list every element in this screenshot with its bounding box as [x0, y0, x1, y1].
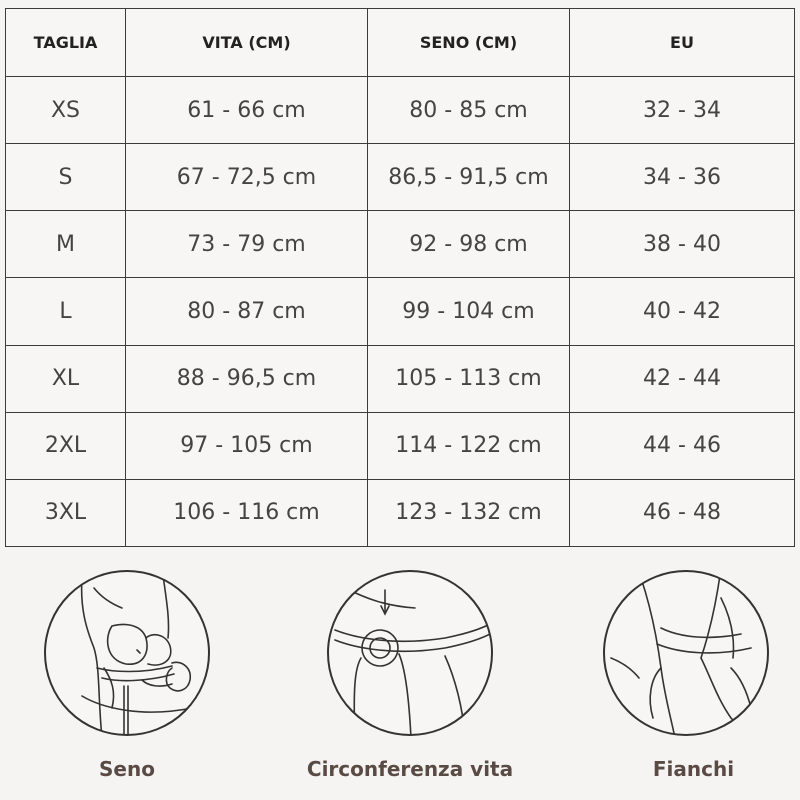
cell-size: 3XL: [6, 479, 126, 546]
waist-measure-illustration: [325, 568, 495, 738]
table-header-row: [6, 9, 795, 77]
cell-eu: 46 - 48: [570, 479, 795, 546]
size-chart-table: [5, 8, 795, 547]
table-row: [6, 211, 795, 278]
waist-measure-icon: [325, 568, 495, 738]
caption-circonferenza-vita: Circonferenza vita: [306, 757, 514, 781]
bust-measure-illustration: [42, 568, 212, 738]
cell-waist: 67 - 72,5 cm: [126, 144, 368, 211]
cell-eu: 34 - 36: [570, 144, 795, 211]
caption-seno: Seno: [99, 757, 155, 781]
cell-bust: 114 - 122 cm: [368, 412, 570, 479]
header-taglia: TAGLIA: [6, 9, 126, 77]
cell-waist: 80 - 87 cm: [126, 278, 368, 345]
cell-bust: 123 - 132 cm: [368, 479, 570, 546]
hip-measure-illustration: [601, 568, 771, 738]
cell-size: S: [6, 144, 126, 211]
table-row: [6, 479, 795, 546]
cell-waist: 88 - 96,5 cm: [126, 345, 368, 412]
cell-bust: 86,5 - 91,5 cm: [368, 144, 570, 211]
bust-measure-icon: [42, 568, 212, 738]
table-row: [6, 278, 795, 345]
cell-waist: 61 - 66 cm: [126, 77, 368, 144]
cell-size: XS: [6, 77, 126, 144]
cell-size: 2XL: [6, 412, 126, 479]
cell-size: L: [6, 278, 126, 345]
cell-bust: 92 - 98 cm: [368, 211, 570, 278]
cell-size: M: [6, 211, 126, 278]
header-eu: EU: [570, 9, 795, 77]
cell-eu: 44 - 46: [570, 412, 795, 479]
table-row: [6, 345, 795, 412]
table-row: [6, 144, 795, 211]
cell-eu: 38 - 40: [570, 211, 795, 278]
cell-waist: 73 - 79 cm: [126, 211, 368, 278]
cell-waist: 106 - 116 cm: [126, 479, 368, 546]
caption-fianchi: Fianchi: [652, 757, 735, 781]
cell-bust: 80 - 85 cm: [368, 77, 570, 144]
hip-measure-icon: [601, 568, 771, 738]
table-row: [6, 77, 795, 144]
cell-size: XL: [6, 345, 126, 412]
cell-bust: 105 - 113 cm: [368, 345, 570, 412]
cell-bust: 99 - 104 cm: [368, 278, 570, 345]
cell-eu: 42 - 44: [570, 345, 795, 412]
header-seno: SENO (CM): [368, 9, 570, 77]
cell-waist: 97 - 105 cm: [126, 412, 368, 479]
cell-eu: 32 - 34: [570, 77, 795, 144]
cell-eu: 40 - 42: [570, 278, 795, 345]
header-vita: VITA (CM): [126, 9, 368, 77]
table-row: [6, 412, 795, 479]
